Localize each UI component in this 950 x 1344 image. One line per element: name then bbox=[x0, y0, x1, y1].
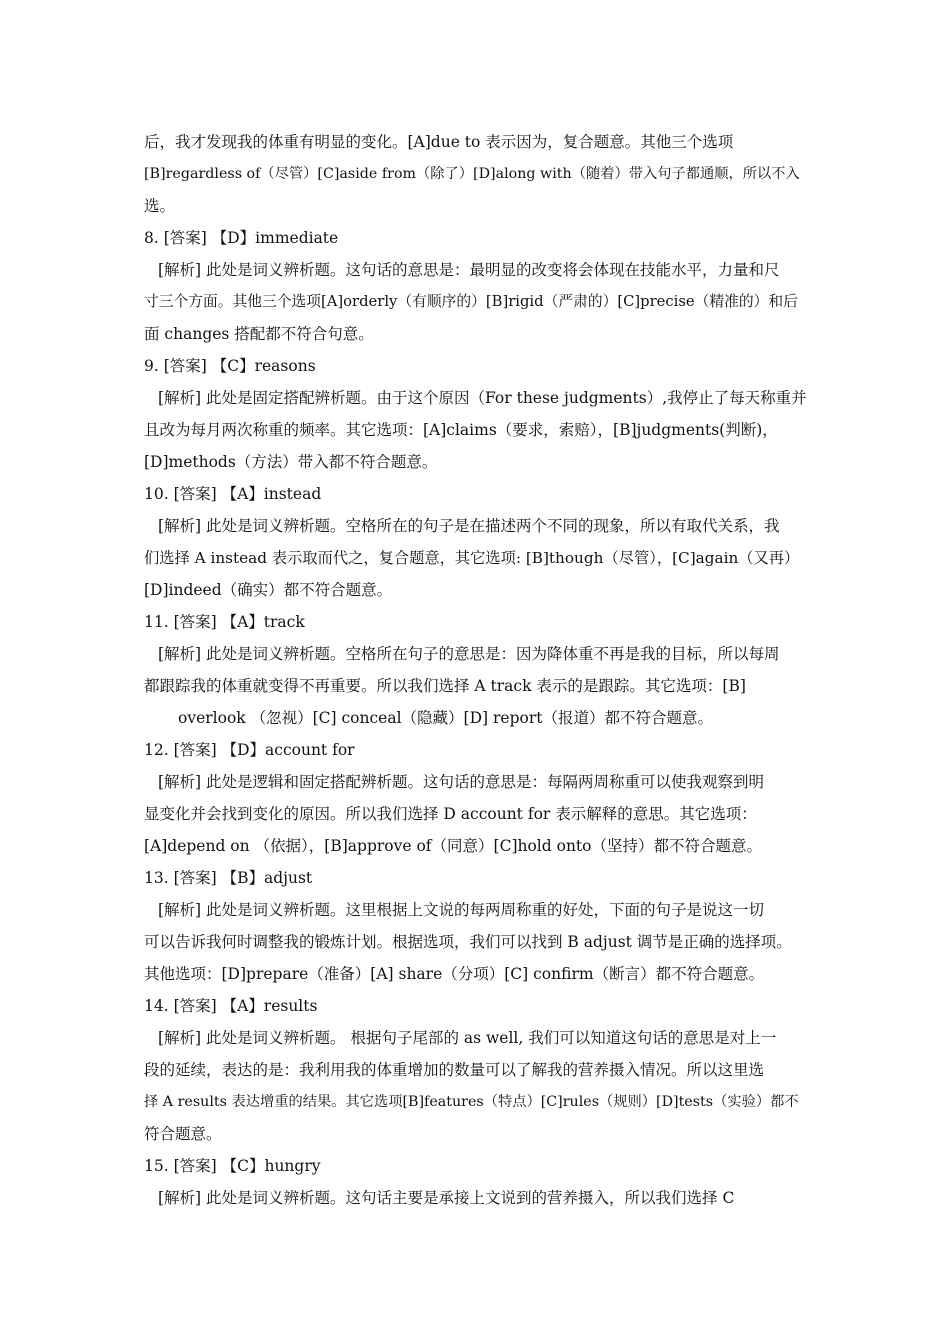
text-line: [B]regardless of（尽管）[C]aside from（除了）[D]along with（随着）带入句子都通顺，所以不入 bbox=[144, 166, 800, 182]
document-body bbox=[144, 126, 808, 1214]
answer-heading: 9. [答案] 【C】reasons bbox=[144, 357, 316, 375]
answer-heading: 11. [答案] 【A】track bbox=[144, 613, 305, 631]
analysis-line: [解析] 此处是词义辨析题。这里根据上文说的每两周称重的好处，下面的句子是说这一切 bbox=[158, 901, 765, 919]
analysis-line: [解析] 此处是词义辨析题。 根据句子尾部的 as well, 我们可以知道这句话的意思是对上一 bbox=[158, 1029, 777, 1047]
text-line: 们选择 A instead 表示取而代之，复合题意，其它选项: [B]though（尽管），[C]again（又再） bbox=[144, 549, 800, 567]
text-line: 寸三个方面。其他三个选项[A]orderly（有顺序的）[B]rigid（严肃的）[C]precise（精准的）和后 bbox=[144, 293, 798, 310]
text-line: [D]indeed（确实）都不符合题意。 bbox=[144, 581, 393, 599]
text-line: 显变化并会找到变化的原因。所以我们选择 D account for 表示解释的意思。其它选项： bbox=[144, 805, 757, 823]
text-line: [D]methods（方法）带入都不符合题意。 bbox=[144, 453, 438, 471]
text-line: 可以告诉我何时调整我的锻炼计划。根据选项，我们可以找到 B adjust 调节是正确的选择项。 bbox=[144, 933, 792, 951]
answer-heading: 10. [答案] 【A】instead bbox=[144, 485, 322, 503]
text-line: 选。 bbox=[144, 197, 176, 215]
analysis-line: [解析] 此处是词义辨析题。空格所在的句子是在描述两个不同的现象，所以有取代关系，我 bbox=[158, 517, 780, 535]
text-line: 面 changes 搭配都不符合句意。 bbox=[144, 325, 374, 343]
analysis-line: [解析] 此处是逻辑和固定搭配辨析题。这句话的意思是：每隔两周称重可以使我观察到明 bbox=[158, 773, 765, 791]
text-line: 后，我才发现我的体重有明显的变化。[A]due to 表示因为，复合题意。其他三个选项 bbox=[144, 133, 734, 151]
text-line: 其他选项：[D]prepare（准备）[A] share（分项）[C] confirm（断言）都不符合题意。 bbox=[144, 965, 765, 983]
answer-heading: 8. [答案] 【D】immediate bbox=[144, 229, 339, 247]
answer-heading: 15. [答案] 【C】hungry bbox=[144, 1157, 321, 1175]
text-line: overlook （忽视）[C] conceal（隐藏）[D] report（报道）都不符合题意。 bbox=[178, 709, 713, 727]
answer-heading: 14. [答案] 【A】results bbox=[144, 997, 318, 1015]
text-line: 符合题意。 bbox=[144, 1125, 222, 1143]
text-line: 择 A results 表达增重的结果。其它选项[B]features（特点）[C]rules（规则）[D]tests（实验）都不 bbox=[144, 1094, 799, 1110]
answer-heading: 13. [答案] 【B】adjust bbox=[144, 869, 313, 887]
text-line: 段的延续，表达的是：我利用我的体重增加的数量可以了解我的营养摄入情况。所以这里选 bbox=[144, 1061, 765, 1079]
analysis-line: [解析] 此处是固定搭配辨析题。由于这个原因（For these judgments）,我停止了每天称重并 bbox=[158, 389, 807, 407]
text-line: 都跟踪我的体重就变得不再重要。所以我们选择 A track 表示的是跟踪。其它选项：[B] bbox=[144, 677, 746, 695]
text-line: [A]depend on （依据），[B]approve of（同意）[C]hold onto（坚持）都不符合题意。 bbox=[144, 837, 762, 855]
answer-heading: 12. [答案] 【D】account for bbox=[144, 741, 355, 759]
analysis-line: [解析] 此处是词义辨析题。空格所在句子的意思是：因为降体重不再是我的目标，所以每周 bbox=[158, 645, 780, 663]
analysis-line: [解析] 此处是词义辨析题。这句话的意思是：最明显的改变将会体现在技能水平，力量和尺 bbox=[158, 261, 780, 279]
text-line: 且改为每月两次称重的频率。其它选项：[A]claims（要求，索赔），[B]judgments(判断)， bbox=[144, 421, 778, 439]
analysis-line: [解析] 此处是词义辨析题。这句话主要是承接上文说到的营养摄入，所以我们选择 C bbox=[158, 1189, 735, 1207]
